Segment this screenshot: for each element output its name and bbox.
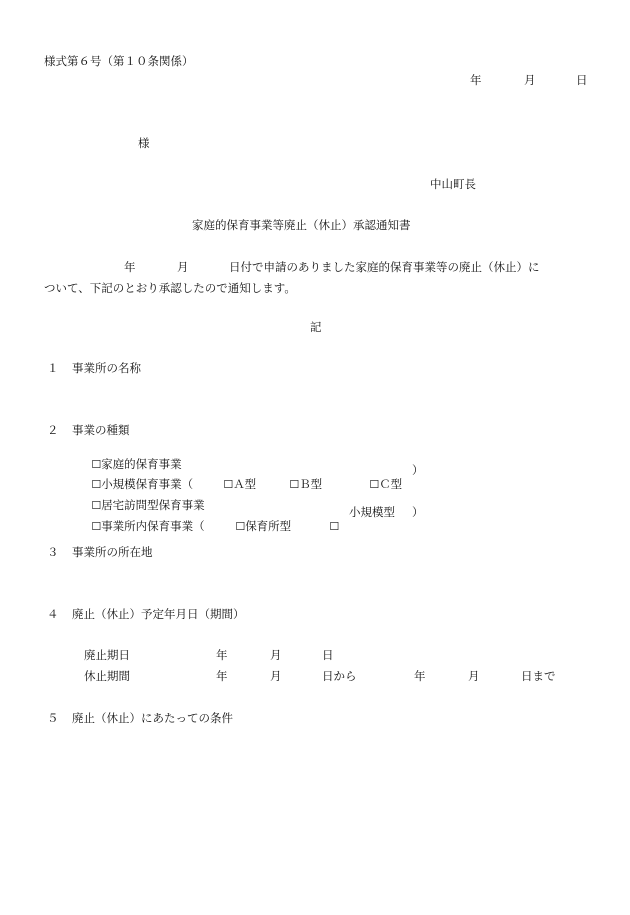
item1-number: １ — [47, 361, 59, 375]
item5-number: ５ — [47, 711, 59, 725]
suspension-end-year: 年 — [414, 669, 426, 683]
checkbox-icon[interactable]: ☐ — [289, 478, 300, 491]
issue-date-day: 日 — [576, 73, 588, 87]
checkbox-icon[interactable]: ☐ — [91, 499, 102, 512]
item2-label: 事業の種類 — [72, 423, 130, 437]
option-family-label: 家庭的保育事業 — [101, 457, 182, 471]
option-type-c[interactable] — [362, 463, 402, 492]
body-line2: ついて、下記のとおり承認したので通知します。 — [44, 281, 296, 295]
ki-label: 記 — [310, 320, 322, 334]
form-number: 様式第６号（第１０条関係） — [44, 54, 194, 68]
checkbox-icon[interactable]: ☐ — [91, 520, 102, 533]
option-workplace-row[interactable] — [84, 505, 205, 534]
recipient-suffix: 様 — [138, 136, 150, 150]
small-type-label: 小規模型 — [349, 505, 395, 519]
body-month: 月 — [177, 260, 189, 274]
checkbox-icon[interactable]: ☐ — [91, 478, 102, 491]
abolition-date-label: 廃止期日 — [84, 648, 130, 662]
type-c-label: Ｃ型 — [379, 477, 403, 491]
item5-label: 廃止（休止）にあたっての条件 — [72, 711, 233, 725]
option-type-a[interactable] — [216, 463, 256, 492]
suspension-start-month: 月 — [270, 669, 282, 683]
option-nursery-type[interactable] — [228, 505, 291, 534]
suspension-end-day: 日まで — [521, 669, 556, 683]
abolition-month: 月 — [270, 648, 282, 662]
document-title: 家庭的保育事業等廃止（休止）承認通知書 — [192, 218, 411, 232]
item3-label: 事業所の所在地 — [72, 545, 153, 559]
suspension-start-year: 年 — [216, 669, 228, 683]
suspension-start-day: 日から — [322, 669, 357, 683]
option-type-b[interactable] — [282, 463, 322, 492]
option-home-visit-label: 居宅訪問型保育事業 — [101, 498, 205, 512]
nursery-type-label: 保育所型 — [245, 519, 292, 533]
item3-number: ３ — [47, 545, 59, 559]
abolition-year: 年 — [216, 648, 228, 662]
issuer-name: 中山町長 — [430, 177, 476, 191]
suspension-period-label: 休止期間 — [84, 669, 130, 683]
checkbox-icon[interactable]: ☐ — [91, 458, 102, 471]
close-paren: ） — [412, 505, 424, 519]
checkbox-icon[interactable]: ☐ — [235, 520, 246, 533]
type-a-label: Ａ型 — [233, 477, 257, 491]
close-paren: ） — [412, 463, 424, 477]
item4-number: ４ — [47, 607, 59, 621]
body-year: 年 — [124, 260, 136, 274]
item1-label: 事業所の名称 — [72, 361, 141, 375]
abolition-day: 日 — [322, 648, 334, 662]
checkbox-icon[interactable]: ☐ — [369, 478, 380, 491]
option-workplace-label: 事業所内保育事業（ — [101, 519, 205, 533]
item2-number: ２ — [47, 423, 59, 437]
issue-date-year: 年 — [470, 73, 482, 87]
item4-label: 廃止（休止）予定年月日（期間） — [72, 607, 245, 621]
issue-date-month: 月 — [524, 73, 536, 87]
option-small-type-checkbox[interactable] — [322, 505, 339, 534]
suspension-end-month: 月 — [468, 669, 480, 683]
type-b-label: Ｂ型 — [299, 477, 323, 491]
body-line1: 日付で申請のありました家庭的保育事業等の廃止（休止）に — [229, 260, 540, 274]
checkbox-icon[interactable]: ☐ — [223, 478, 234, 491]
option-small-scale-label: 小規模保育事業（ — [101, 477, 194, 491]
checkbox-icon[interactable]: ☐ — [329, 520, 340, 533]
